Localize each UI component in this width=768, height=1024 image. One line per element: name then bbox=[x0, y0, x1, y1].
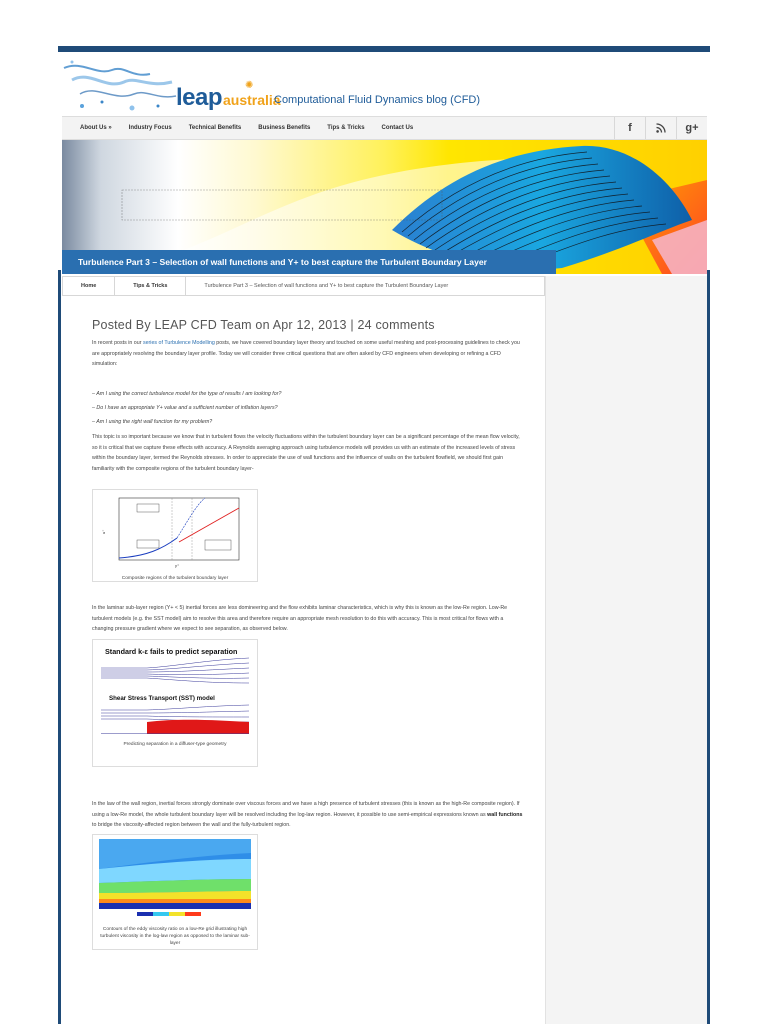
nav-business-benefits[interactable]: Business Benefits bbox=[258, 125, 311, 131]
post-body-4 bbox=[92, 799, 524, 831]
svg-text:y⁺: y⁺ bbox=[175, 563, 180, 568]
breadcrumb-current: Turbulence Part 3 – Selection of wall functions and Y+ to best capture the Turbulent Boundary Layer bbox=[204, 283, 449, 289]
nav-industry-focus[interactable]: Industry Focus bbox=[128, 125, 172, 131]
rss-glyph bbox=[656, 123, 666, 133]
wall-text-b: to bridge the viscosity-affected region between the wall and the fully-turbulent region. bbox=[92, 822, 291, 828]
frame-left-border bbox=[58, 270, 61, 1024]
post-body-1 bbox=[92, 338, 524, 370]
topic-paragraph: This topic is so important because we know that in turbulent flows the velocity fluctuations within the turbulent boundary layer can be a significant percentage of the mean flow velocity, so it is critical that we capture these effects with accuracy. A Reynolds averaging approach using turbulence models will provides us with an estimate of the increased levels of stress within the boundary layer, termed the Reynolds stresses. In order to appreciate the use of wall functions and the influence of walls on the turbulent flowfield, we should first gain familiarity with the composite regions of the turbulent boundary layer- bbox=[92, 434, 520, 472]
water-splash-icon bbox=[62, 56, 182, 116]
logo-leap-text[interactable]: leap bbox=[176, 84, 223, 111]
figure-separation bbox=[92, 639, 258, 767]
intro-paragraph bbox=[92, 338, 524, 370]
breadcrumb-tips-tricks[interactable]: Tips & Tricks bbox=[115, 277, 186, 295]
nav-tips-tricks[interactable]: Tips & Tricks bbox=[327, 125, 365, 131]
question-2: – Do I have an appropriate Y+ value and a sufficient number of inflation layers? bbox=[92, 405, 278, 411]
site-tagline: Computational Fluid Dynamics blog (CFD) bbox=[274, 94, 481, 106]
wall-functions-paragraph bbox=[92, 799, 524, 831]
top-accent-bar bbox=[58, 46, 710, 52]
nav-technical-benefits[interactable]: Technical Benefits bbox=[188, 125, 242, 131]
boundary-layer-plot bbox=[97, 494, 253, 570]
sidebar bbox=[545, 276, 707, 1024]
logo-star-icon: ✺ bbox=[245, 80, 254, 91]
wall-functions-bold: wall functions bbox=[487, 811, 523, 818]
post-title-banner bbox=[62, 250, 556, 274]
figure-boundary-layer bbox=[92, 489, 258, 582]
figure-3-caption: Contours of the eddy viscosity ratio on a low-Re grid illustrating high turbulent viscosity in the log-law region as opposed to the laminar sub-layer bbox=[100, 927, 250, 946]
figure-2-title-2: Shear Stress Transport (SST) model bbox=[109, 695, 215, 702]
eddy-viscosity-contour bbox=[97, 839, 253, 921]
figure-2-title-1: Standard k-ε fails to predict separation bbox=[105, 647, 238, 656]
question-3: – Am I using the right wall function for my problem? bbox=[92, 419, 213, 425]
laminar-sublayer-paragraph: In the laminar sub-layer region (Y+ < 5) inertial forces are less domineering and the flow exhibits laminar characteristics, which is why this is known as the low-Re region. Low-Re turbulent models (e.g. the SST model) aim to resolve this area and therefore require an appropriate mesh resolution to do this with accuracy. This is most critical for flows with a changing pressure gradient where we expect to see separation, as observed below. bbox=[92, 605, 508, 632]
wall-text-a: In the law of the wall region, inertial forces strongly dominate over viscous forces and we have a high presence of turbulent stresses (this is known as the high-Re composite region). If using a low-Re model, the whole turbulent boundary layer will be resolved including the log-law region. However, it possible to use semi-empirical expressions known as bbox=[92, 801, 520, 818]
nav-about-us[interactable]: About Us » bbox=[80, 125, 112, 131]
site-header bbox=[62, 54, 707, 116]
sst-streamlines bbox=[97, 704, 253, 734]
turbulence-series-link[interactable]: series of Turbulence Modelling bbox=[142, 340, 215, 346]
logo-australia-text[interactable]: australia bbox=[223, 92, 281, 108]
breadcrumb bbox=[62, 276, 545, 296]
social-links bbox=[614, 117, 707, 139]
frame-right-border bbox=[707, 270, 710, 1024]
post-title: Turbulence Part 3 – Selection of wall functions and Y+ to best capture the Turbulent Boundary Layer bbox=[78, 257, 487, 267]
intro-text-b: posts, we have covered boundary layer theory and touched on some useful meshing and post-processing guidelines to check you are appropriately resolving the boundary layer profile. Today we will consider three critical questions that are often asked by CFD engineers when developing or refining a CFD simulation: bbox=[92, 340, 520, 367]
post-body-3 bbox=[92, 603, 524, 635]
intro-text-a: In recent posts in our bbox=[92, 340, 143, 346]
svg-text:u⁺: u⁺ bbox=[101, 529, 106, 534]
main-nav bbox=[62, 116, 707, 140]
figure-eddy-viscosity bbox=[92, 834, 258, 950]
figure-2-caption: Predicting separation in a diffuser-type geometry bbox=[123, 742, 227, 747]
google-plus-icon[interactable]: g+ bbox=[676, 117, 707, 139]
questions-list bbox=[92, 389, 524, 427]
post-content bbox=[92, 318, 522, 332]
post-body-2 bbox=[92, 432, 524, 474]
facebook-icon[interactable]: f bbox=[614, 117, 645, 139]
ke-streamlines bbox=[97, 656, 253, 686]
rss-icon[interactable] bbox=[645, 117, 676, 139]
question-1: – Am I using the correct turbulence model for the type of results I am looking for? bbox=[92, 391, 282, 397]
breadcrumb-home[interactable]: Home bbox=[63, 277, 115, 295]
figure-caption: Composite regions of the turbulent boundary layer bbox=[121, 576, 229, 581]
nav-contact-us[interactable]: Contact Us bbox=[381, 125, 414, 131]
post-meta: Posted By LEAP CFD Team on Apr 12, 2013 | 24 comments bbox=[92, 318, 435, 332]
